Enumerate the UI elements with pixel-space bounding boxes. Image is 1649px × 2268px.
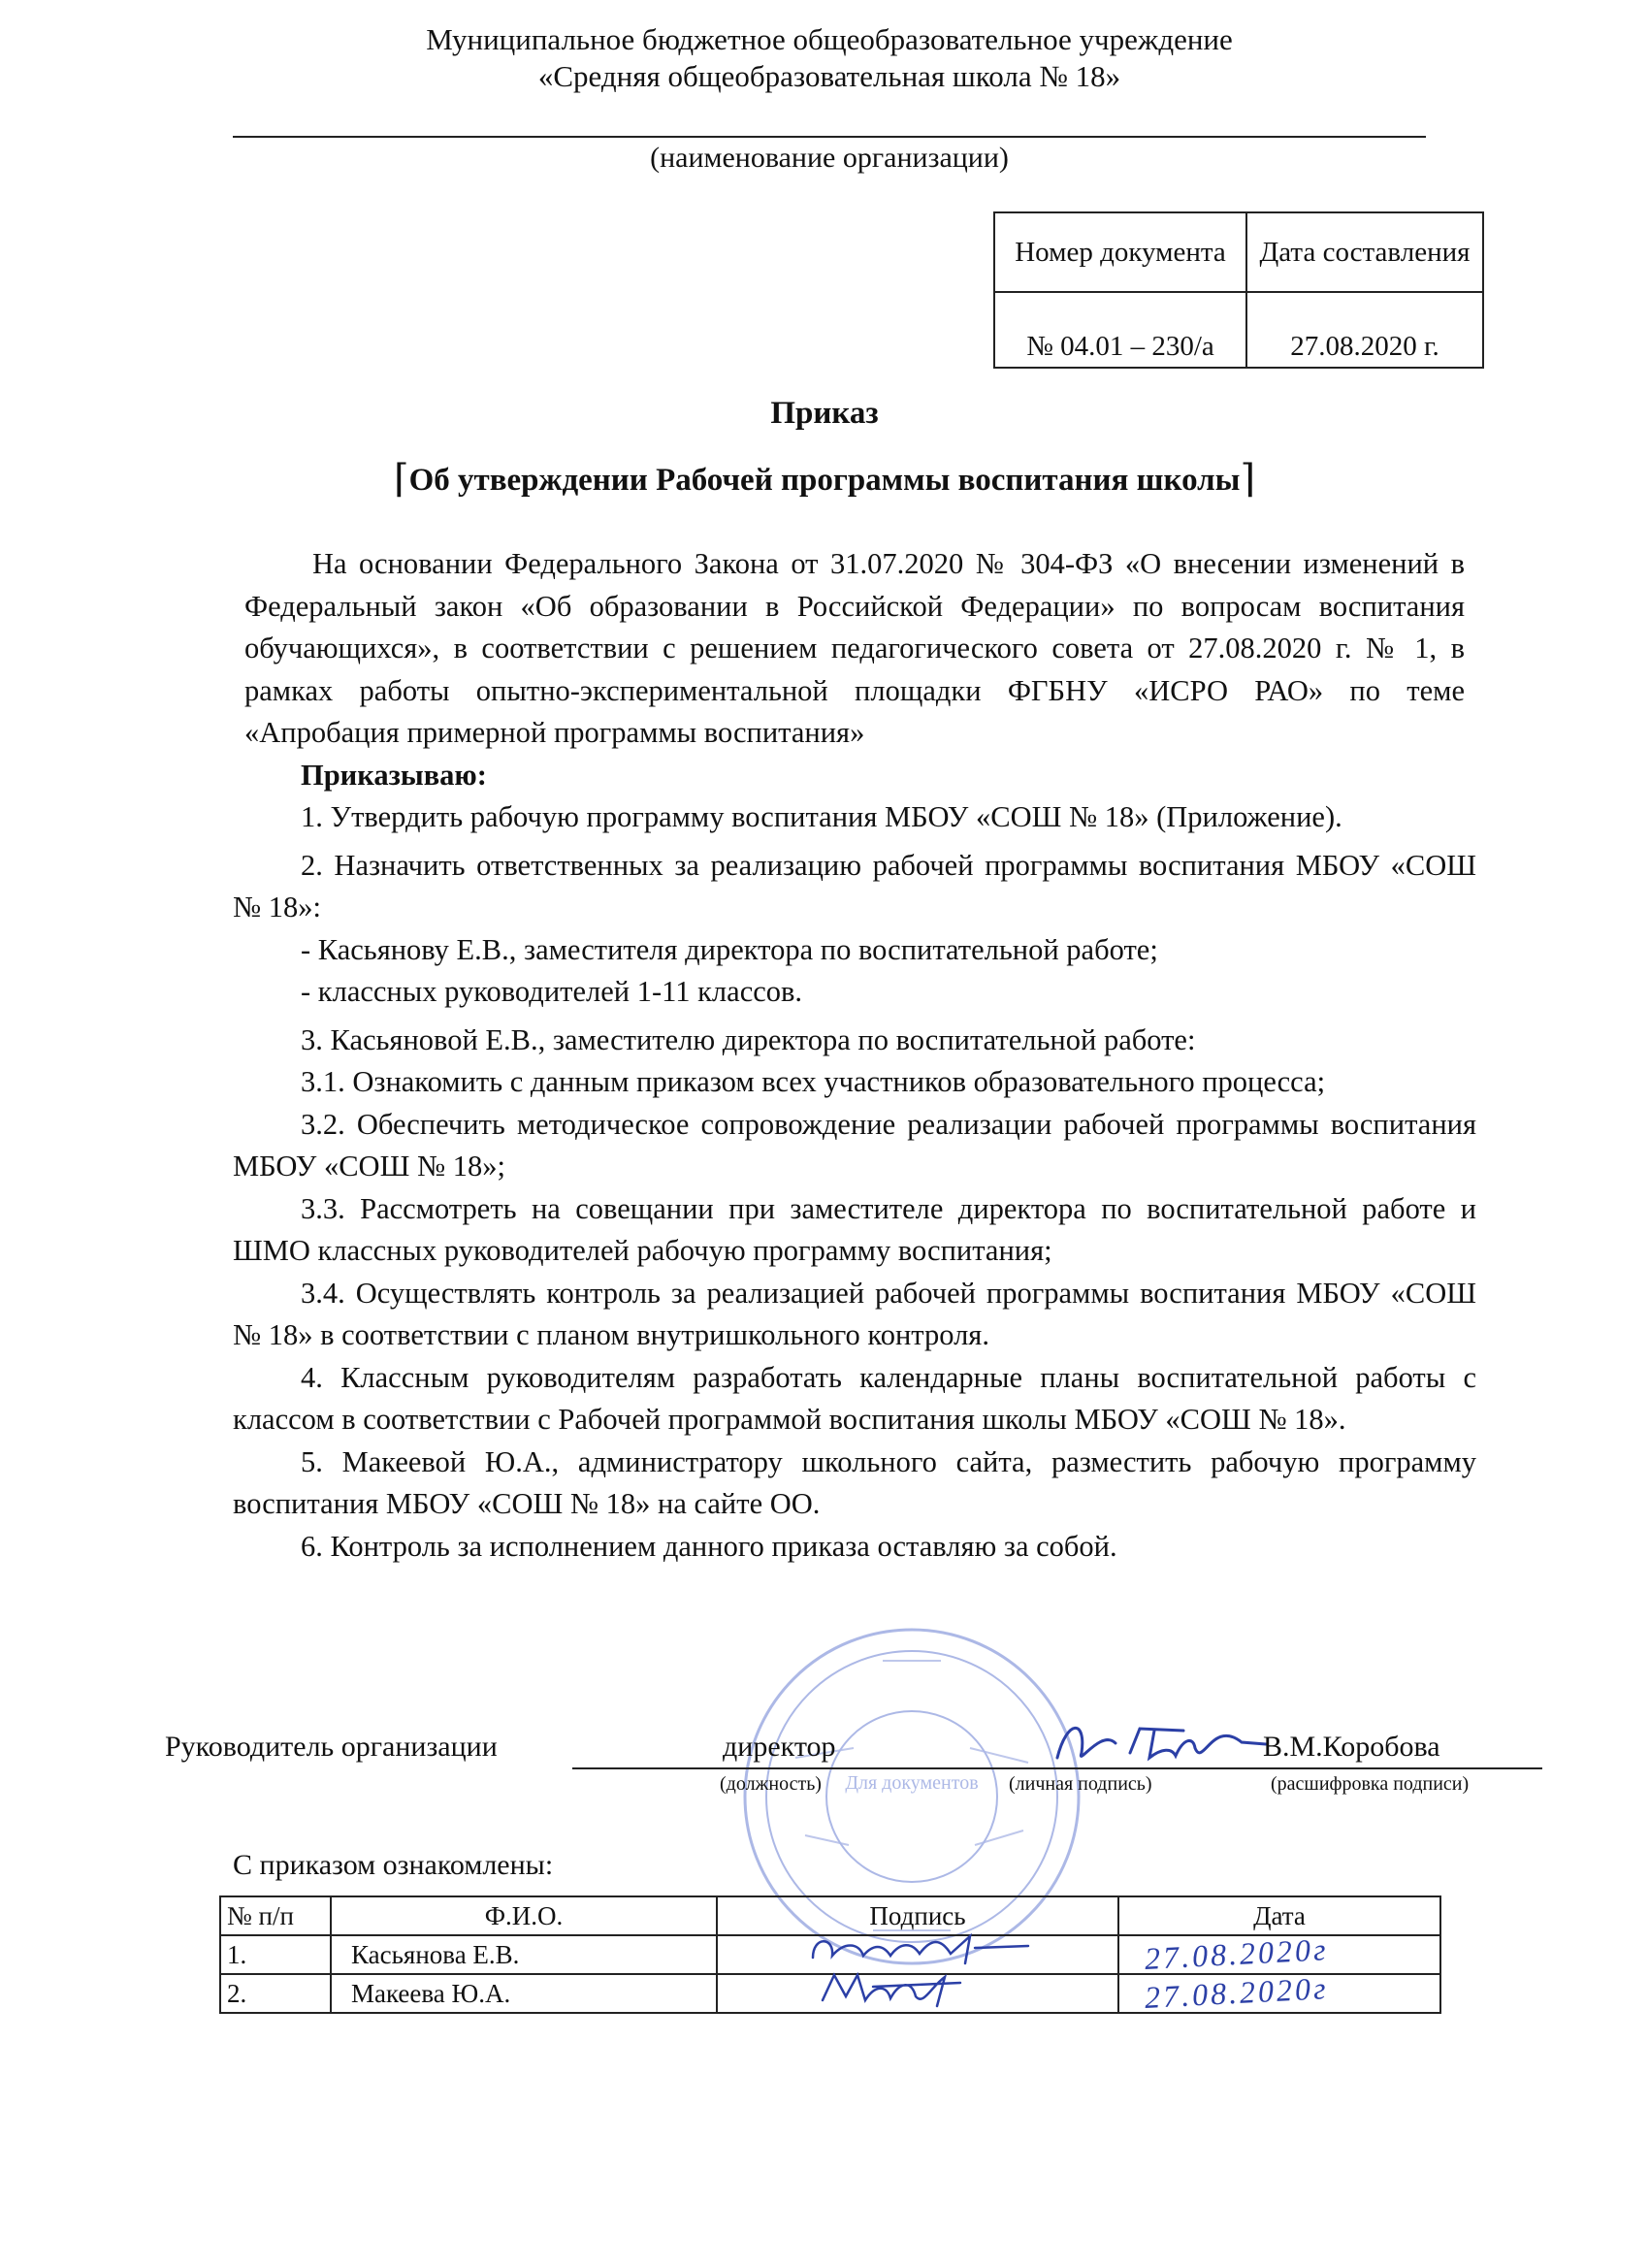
document-body bbox=[233, 543, 1476, 1568]
item-2-b: - классных руководителей 1-11 классов. bbox=[301, 975, 803, 1008]
signature-row bbox=[165, 1731, 1542, 1808]
item-3-3: 3.3. Рассмотреть на совещании при заместителе директора по воспитательной работе и ШМО классных руководителей рабочую программу воспитания; bbox=[233, 1191, 1476, 1267]
item-3: 3. Касьяновой Е.В., заместителю директора по воспитательной работе: bbox=[301, 1022, 1196, 1056]
table-row bbox=[220, 1974, 1440, 2013]
caption-position: (должность) bbox=[720, 1773, 822, 1795]
caption-signature: (личная подпись) bbox=[1009, 1773, 1152, 1795]
org-underline bbox=[233, 136, 1426, 138]
org-caption: (наименование организации) bbox=[650, 142, 1009, 174]
preamble: На основании Федерального Закона от 31.07.2020 № 304-ФЗ «О внесении изменений в Федеральный закон «Об образовании в Российской Федерации» по вопросам воспитания обучающихся», в соответствии с решением педагогического совета от 27.08.2020 г. № 1, в рамках работы опытно-экспериментальной площадки ФГБНУ «ИСРО РАО» по теме «Апробация примерной программы воспитания» bbox=[244, 547, 1465, 749]
item-6: 6. Контроль за исполнением данного приказа оставляю за собой. bbox=[301, 1529, 1117, 1563]
doc-date-value: 27.08.2020 г. bbox=[1246, 292, 1483, 368]
signatory-name: В.М.Коробова bbox=[1263, 1731, 1440, 1763]
close-bracket: ⌉ bbox=[1240, 457, 1256, 501]
handwritten-signature bbox=[805, 1928, 1057, 1971]
stamp-center-text: Для документов bbox=[845, 1772, 979, 1794]
organization-name bbox=[233, 21, 1426, 95]
subject-text: Об утверждении Рабочей программы воспитания школы bbox=[408, 463, 1241, 498]
doc-number-header: Номер документа bbox=[994, 212, 1246, 292]
row-date bbox=[1118, 1931, 1440, 1976]
item-3-4: 3.4. Осуществлять контроль за реализацией рабочей программы воспитания МБОУ «СОШ № 18» в соответствии с планом внутришкольного контроля. bbox=[233, 1276, 1476, 1351]
order-word: Приказываю: bbox=[301, 758, 487, 792]
item-3-2: 3.2. Обеспечить методическое сопровождение реализации рабочей программы воспитания МБОУ «СОШ № 18»; bbox=[233, 1107, 1476, 1183]
item-4: 4. Классным руководителям разработать календарные планы воспитательной работы с классом в соответствии с Рабочей программой воспитания школы МБОУ «СОШ № 18». bbox=[233, 1360, 1476, 1436]
handwritten-date: 27.08.2020г bbox=[1144, 1970, 1330, 2015]
item-5: 5. Макеевой Ю.А., администратору школьного сайта, разместить рабочую программу воспитания МБОУ «СОШ № 18» на сайте ОО. bbox=[233, 1444, 1476, 1520]
row-signature bbox=[717, 1974, 1118, 2013]
header-name: Ф.И.О. bbox=[331, 1896, 717, 1935]
handwritten-signature bbox=[1048, 1709, 1271, 1777]
row-name: Касьянова Е.В. bbox=[331, 1935, 717, 1974]
open-bracket: ⌈ bbox=[393, 457, 409, 501]
acknowledgement-title: С приказом ознакомлены: bbox=[233, 1849, 554, 1881]
header-num: № п/п bbox=[220, 1896, 331, 1935]
row-name: Макеева Ю.А. bbox=[331, 1974, 717, 2013]
org-line-1: Муниципальное бюджетное общеобразовательное учреждение bbox=[426, 22, 1233, 56]
row-num: 2. bbox=[220, 1974, 331, 2013]
document-title: Приказ bbox=[770, 396, 879, 431]
document-number-table bbox=[993, 211, 1484, 369]
signatory-position: директор bbox=[723, 1731, 836, 1763]
acknowledgement-table bbox=[219, 1895, 1441, 2014]
item-2: 2. Назначить ответственных за реализацию рабочей программы воспитания МБОУ «СОШ № 18»: bbox=[233, 848, 1476, 923]
document-subject bbox=[0, 454, 1649, 500]
header-signature: Подпись bbox=[717, 1896, 1118, 1935]
item-2-a: - Касьянову Е.В., заместителя директора по воспитательной работе; bbox=[301, 932, 1158, 966]
caption-name: (расшифровка подписи) bbox=[1271, 1773, 1470, 1795]
header-date: Дата bbox=[1118, 1896, 1440, 1935]
doc-date-header: Дата составления bbox=[1246, 212, 1483, 292]
org-line-2: «Средняя общеобразовательная школа № 18» bbox=[537, 59, 1121, 93]
item-1: 1. Утвердить рабочую программу воспитания МБОУ «СОШ № 18» (Приложение). bbox=[301, 800, 1342, 833]
row-num: 1. bbox=[220, 1935, 331, 1974]
handwritten-date: 27.08.2020г bbox=[1144, 1931, 1330, 1976]
signature-label: Руководитель организации bbox=[165, 1731, 498, 1763]
handwritten-signature bbox=[815, 1967, 1009, 2010]
row-date bbox=[1118, 1970, 1440, 2015]
item-3-1: 3.1. Ознакомить с данным приказом всех участников образовательного процесса; bbox=[301, 1065, 1326, 1098]
doc-number-value: № 04.01 – 230/а bbox=[994, 292, 1246, 368]
